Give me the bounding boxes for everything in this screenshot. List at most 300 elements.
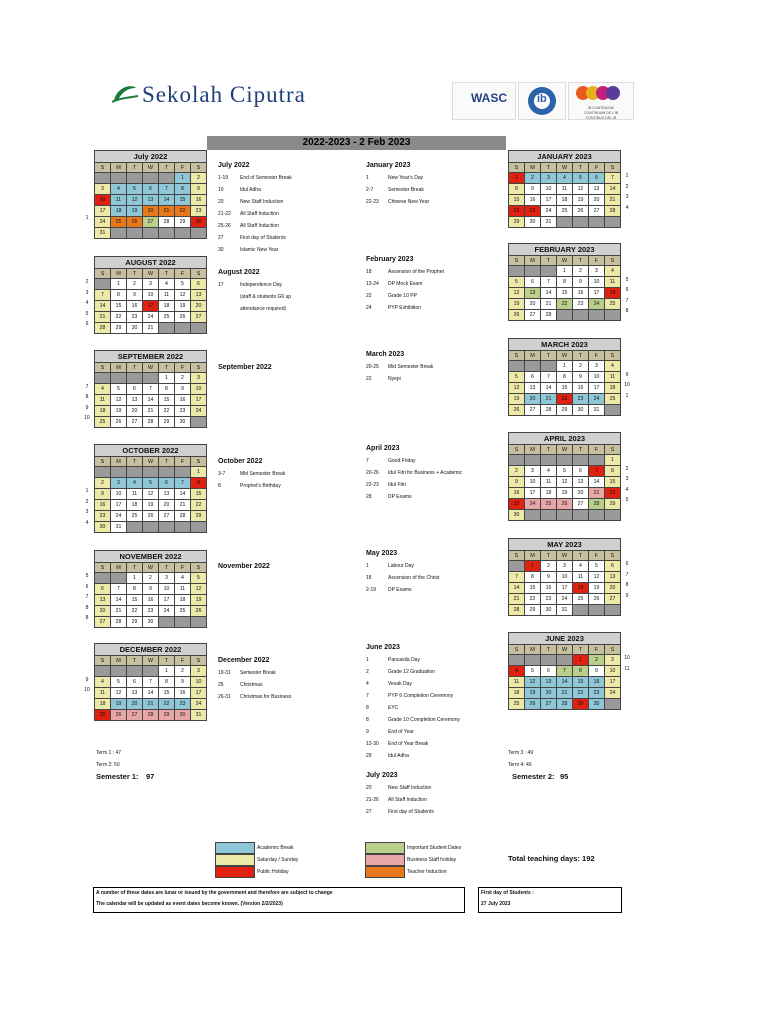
weekday-header: S	[191, 563, 207, 573]
calendar-day-cell: 10	[605, 666, 621, 677]
calendar-day-cell: 25	[605, 299, 621, 310]
first-day-box	[478, 887, 622, 913]
week-number: 8	[85, 394, 89, 401]
calendar-day-cell: 11	[605, 277, 621, 288]
calendar-day-cell: 24	[143, 312, 159, 323]
disclaimer-line-1: A number of these dates are lunar or issued by the government and therefore are subject to change	[96, 890, 333, 896]
calendar-day-cell: 16	[175, 688, 191, 699]
calendar-day-cell: 20	[573, 488, 589, 499]
calendar-title: 2022-2023 - 2 Feb 2023	[207, 136, 506, 150]
calendar-week-row	[509, 477, 621, 488]
calendar-day-cell: 19	[509, 394, 525, 405]
week-number: 10	[624, 655, 630, 661]
continuum-text-3: CONTINUO DEL IB	[585, 116, 617, 120]
calendar-day-cell: 17	[191, 395, 207, 406]
calendar-day-cell: 31	[143, 323, 159, 334]
weekday-header: M	[111, 563, 127, 573]
calendar-day-cell: 16	[175, 395, 191, 406]
calendar-week-row	[509, 217, 621, 228]
calendar-day-cell: 6	[541, 666, 557, 677]
events-july-2023	[366, 770, 434, 818]
event-date: 1	[366, 175, 369, 181]
calendar-day-cell: 20	[525, 299, 541, 310]
calendar-day-cell	[143, 522, 159, 533]
calendar-day-cell: 28	[143, 417, 159, 428]
calendar-day-cell: 28	[143, 710, 159, 721]
calendar-day-cell: 7	[541, 372, 557, 383]
calendar-day-cell: 15	[127, 595, 143, 606]
week-number: 4	[625, 486, 629, 493]
calendar-day-cell: 23	[589, 688, 605, 699]
calendar-day-cell: 27	[525, 405, 541, 416]
event-name: Semester Break	[240, 670, 276, 676]
week-number: 8	[625, 308, 629, 315]
calendar-day-cell: 5	[175, 279, 191, 290]
event-name: Christmas for Business	[240, 694, 292, 700]
event-item	[218, 208, 292, 220]
calendar-day-cell: 17	[605, 677, 621, 688]
weekday-header: S	[191, 363, 207, 373]
calendar-day-cell: 6	[95, 584, 111, 595]
event-item	[218, 303, 291, 315]
event-item	[366, 278, 444, 290]
calendar-day-cell: 15	[525, 583, 541, 594]
calendar-day-cell: 4	[605, 361, 621, 372]
calendar-day-cell: 11	[573, 572, 589, 583]
calendar-day-cell: 28	[541, 405, 557, 416]
calendar-day-cell: 16	[191, 195, 207, 206]
weekday-header: T	[541, 163, 557, 173]
calendar-day-cell: 13	[143, 195, 159, 206]
calendar-day-cell: 22	[127, 606, 143, 617]
calendar-day-cell: 3	[191, 373, 207, 384]
events-october-2022	[218, 456, 285, 492]
legend-label: Saturday / Sunday	[257, 856, 299, 863]
calendar-day-cell	[525, 655, 541, 666]
calendar-july-2022	[94, 150, 207, 239]
calendar-day-cell	[95, 279, 111, 290]
calendar-day-cell	[127, 228, 143, 239]
calendar-day-cell: 8	[557, 277, 573, 288]
calendar-week-row	[95, 677, 207, 688]
calendar-week-row	[95, 522, 207, 533]
event-date: 18	[366, 575, 372, 581]
calendar-day-cell: 19	[573, 195, 589, 206]
calendar-day-cell: 27	[191, 312, 207, 323]
weekday-header: S	[509, 351, 525, 361]
calendar-day-cell: 24	[191, 406, 207, 417]
calendar-january-2023	[508, 150, 621, 228]
calendar-day-cell: 12	[127, 195, 143, 206]
event-name: Idul Adha	[240, 187, 261, 193]
calendar-day-cell	[191, 323, 207, 334]
calendar-day-cell	[589, 310, 605, 321]
calendar-day-cell: 15	[191, 489, 207, 500]
event-name: Pancasila Day	[388, 657, 420, 663]
calendar-day-cell: 14	[557, 677, 573, 688]
calendar-day-cell: 30	[541, 605, 557, 616]
calendar-day-cell: 18	[127, 500, 143, 511]
calendar-day-cell: 30	[127, 323, 143, 334]
weekday-header: T	[159, 163, 175, 173]
event-date: 7	[366, 458, 369, 464]
calendar-day-cell: 8	[175, 184, 191, 195]
event-item	[366, 455, 462, 467]
event-date: 20	[218, 199, 224, 205]
calendar-day-cell: 23	[127, 312, 143, 323]
weekday-header: T	[127, 563, 143, 573]
calendar-day-cell: 26	[509, 405, 525, 416]
calendar-day-cell: 9	[573, 277, 589, 288]
calendar-day-cell	[589, 217, 605, 228]
calendar-day-cell	[509, 266, 525, 277]
calendar-day-cell: 9	[589, 666, 605, 677]
calendar-day-cell: 12	[589, 572, 605, 583]
event-date: 29	[366, 753, 372, 759]
weekday-header: M	[525, 163, 541, 173]
calendar-day-cell: 5	[143, 478, 159, 489]
calendar-day-cell: 18	[573, 583, 589, 594]
calendar-day-cell: 22	[573, 688, 589, 699]
event-name: attendance required)	[240, 306, 287, 312]
calendar-day-cell: 11	[127, 489, 143, 500]
calendar-day-cell: 13	[573, 477, 589, 488]
calendar-day-cell: 27	[525, 310, 541, 321]
calendar-day-cell: 28	[509, 605, 525, 616]
calendar-week-row	[95, 500, 207, 511]
calendar-day-cell: 12	[525, 677, 541, 688]
calendar-day-cell: 11	[95, 395, 111, 406]
calendar-day-cell: 30	[509, 510, 525, 521]
event-name: Prophet's Birthday	[240, 483, 281, 489]
event-item	[366, 361, 433, 373]
calendar-day-cell	[159, 173, 175, 184]
calendar-day-cell	[191, 522, 207, 533]
events-november-2022	[218, 561, 270, 573]
weekday-header: M	[525, 256, 541, 266]
calendar-day-cell: 25	[509, 699, 525, 710]
week-number: 3	[85, 289, 89, 296]
calendar-day-cell: 14	[143, 688, 159, 699]
calendar-day-cell: 13	[541, 677, 557, 688]
week-number: 6	[625, 287, 629, 294]
event-item	[366, 491, 462, 503]
events-month-title: January 2023	[366, 162, 411, 169]
calendar-day-cell: 22	[525, 594, 541, 605]
weekday-header: F	[589, 645, 605, 655]
calendar-month-title: July 2022	[95, 151, 207, 163]
event-date: 21-26	[366, 797, 379, 803]
semester2-label: Semester 2:	[512, 772, 555, 781]
calendar-day-cell: 26	[191, 606, 207, 617]
calendar-day-cell: 25	[557, 206, 573, 217]
calendar-day-cell	[175, 617, 191, 628]
calendar-day-cell: 14	[605, 184, 621, 195]
calendar-day-cell: 29	[127, 617, 143, 628]
calendar-day-cell: 21	[111, 606, 127, 617]
legend-label: Academic Break	[257, 844, 294, 851]
calendar-day-cell: 17	[589, 288, 605, 299]
weekday-header: F	[175, 163, 191, 173]
calendar-day-cell: 7	[541, 277, 557, 288]
calendar-day-cell: 24	[589, 394, 605, 405]
continuum-circles-icon	[569, 83, 633, 101]
calendar-october-2022	[94, 444, 207, 533]
calendar-day-cell: 25	[95, 417, 111, 428]
calendar-day-cell: 13	[525, 288, 541, 299]
event-date: 1-19	[218, 175, 229, 181]
calendar-day-cell: 6	[127, 384, 143, 395]
calendar-day-cell: 31	[111, 522, 127, 533]
event-name: Christmas	[240, 682, 263, 688]
calendar-day-cell: 16	[589, 677, 605, 688]
calendar-day-cell: 1	[159, 373, 175, 384]
weekday-header: T	[541, 256, 557, 266]
calendar-month-title: NOVEMBER 2022	[95, 551, 207, 563]
weekday-header: T	[541, 551, 557, 561]
calendar-day-cell: 28	[557, 699, 573, 710]
event-item	[366, 702, 460, 714]
calendar-december-2022	[94, 643, 207, 721]
school-logo	[112, 82, 306, 108]
event-date: 2-7	[366, 187, 374, 193]
calendar-day-cell: 1	[525, 561, 541, 572]
event-date: 25-26	[218, 223, 231, 229]
calendar-day-cell: 18	[541, 488, 557, 499]
calendar-week-row	[95, 373, 207, 384]
weekday-header: W	[143, 457, 159, 467]
weekday-header: S	[95, 563, 111, 573]
week-number: 4	[625, 204, 629, 211]
week-number: 1	[85, 215, 89, 222]
calendar-week-row	[509, 561, 621, 572]
calendar-day-cell	[589, 510, 605, 521]
events-month-title: July 2022	[218, 162, 250, 169]
calendar-day-cell: 7	[143, 677, 159, 688]
calendar-day-cell: 8	[127, 584, 143, 595]
calendar-week-row	[509, 310, 621, 321]
calendar-day-cell: 23	[143, 606, 159, 617]
event-date: 27	[218, 235, 224, 241]
calendar-day-cell: 15	[557, 383, 573, 394]
first-day-value: 27 July 2023	[481, 901, 511, 907]
calendar-day-cell: 16	[541, 583, 557, 594]
events-month-title: December 2022	[218, 657, 270, 664]
calendar-day-cell: 24	[605, 688, 621, 699]
calendar-day-cell: 31	[541, 217, 557, 228]
calendar-day-cell: 5	[127, 184, 143, 195]
disclaimer-line-2: The calendar will be updated as event dates become known. (Version 2/2/2023)	[96, 901, 283, 907]
calendar-day-cell: 10	[111, 489, 127, 500]
week-number: 9	[85, 404, 89, 411]
calendar-day-cell: 28	[541, 310, 557, 321]
calendar-day-cell: 31	[191, 710, 207, 721]
event-name: (staff & students G6 up	[240, 294, 292, 300]
calendar-day-cell: 28	[605, 206, 621, 217]
event-item	[218, 244, 292, 256]
calendar-day-cell: 5	[589, 561, 605, 572]
calendar-day-cell: 26	[573, 206, 589, 217]
calendar-day-cell: 9	[95, 489, 111, 500]
calendar-week-row	[509, 394, 621, 405]
event-date: 20-25	[366, 364, 379, 370]
calendar-day-cell: 3	[541, 173, 557, 184]
calendar-week-row	[95, 478, 207, 489]
calendar-month-title: JANUARY 2023	[509, 151, 621, 163]
calendar-day-cell: 23	[573, 394, 589, 405]
calendar-day-cell: 8	[525, 572, 541, 583]
event-name: New Year's Day	[388, 175, 424, 181]
event-date: 2-19	[366, 587, 377, 593]
event-name: End of Semester Break	[240, 175, 292, 181]
calendar-day-cell: 6	[589, 173, 605, 184]
events-july-2022	[218, 160, 292, 256]
calendar-day-cell: 6	[573, 466, 589, 477]
week-number: 9	[85, 676, 89, 683]
calendar-day-cell: 25	[127, 511, 143, 522]
calendar-day-cell: 15	[557, 288, 573, 299]
calendar-week-row	[509, 299, 621, 310]
event-date: 1	[366, 657, 369, 663]
calendar-november-2022	[94, 550, 207, 628]
legend-swatch	[215, 854, 255, 866]
weekday-header: W	[143, 363, 159, 373]
event-item	[366, 750, 460, 762]
calendar-week-row	[509, 688, 621, 699]
event-name: Idul Fitri for Business + Academic	[388, 470, 463, 476]
ib-text: ib	[537, 93, 547, 105]
event-item	[218, 279, 291, 291]
calendar-day-cell: 30	[175, 417, 191, 428]
calendar-day-cell	[605, 405, 621, 416]
calendar-day-cell	[143, 373, 159, 384]
event-name: PYP Exhibition	[388, 305, 421, 311]
calendar-day-cell: 6	[127, 677, 143, 688]
event-name: End of Year Break	[388, 741, 429, 747]
calendar-week-row	[95, 279, 207, 290]
calendar-september-2022	[94, 350, 207, 428]
calendar-day-cell: 25	[573, 594, 589, 605]
calendar-day-cell: 10	[589, 277, 605, 288]
calendar-day-cell: 7	[143, 384, 159, 395]
weekday-header: W	[143, 656, 159, 666]
calendar-day-cell: 16	[573, 383, 589, 394]
calendar-day-cell: 1	[605, 455, 621, 466]
calendar-day-cell: 9	[525, 184, 541, 195]
weekday-header: M	[111, 163, 127, 173]
calendar-day-cell: 15	[573, 677, 589, 688]
calendar-day-cell	[159, 467, 175, 478]
calendar-day-cell: 26	[589, 594, 605, 605]
continuum-text-1: IB CONTINUUM	[588, 106, 614, 110]
calendar-day-cell: 15	[175, 195, 191, 206]
calendar-day-cell: 24	[525, 499, 541, 510]
calendar-day-cell: 23	[95, 511, 111, 522]
calendar-day-cell: 29	[557, 405, 573, 416]
calendar-day-cell	[525, 361, 541, 372]
weekday-header: T	[573, 163, 589, 173]
week-number: 2	[85, 498, 89, 505]
event-item	[366, 373, 433, 385]
calendar-day-cell	[143, 173, 159, 184]
calendar-month-title: OCTOBER 2022	[95, 445, 207, 457]
legend-item	[215, 854, 298, 865]
calendar-day-cell: 1	[509, 173, 525, 184]
events-september-2022	[218, 362, 272, 374]
calendar-day-cell: 6	[525, 277, 541, 288]
calendar-day-cell: 17	[95, 206, 111, 217]
calendar-day-cell	[95, 373, 111, 384]
calendar-day-cell	[541, 266, 557, 277]
legend-swatch	[365, 854, 405, 866]
weekday-header: T	[127, 457, 143, 467]
event-item	[366, 560, 439, 572]
calendar-day-cell: 22	[111, 312, 127, 323]
calendar-day-cell: 17	[541, 195, 557, 206]
calendar-week-row	[95, 710, 207, 721]
events-month-title: September 2022	[218, 364, 272, 371]
calendar-week-row	[509, 405, 621, 416]
week-number: 10	[84, 415, 90, 422]
calendar-day-cell: 18	[509, 688, 525, 699]
calendar-day-cell: 14	[541, 383, 557, 394]
calendar-week-row	[95, 489, 207, 500]
calendar-day-cell	[175, 522, 191, 533]
calendar-day-cell: 18	[605, 383, 621, 394]
week-number: 7	[625, 297, 629, 304]
event-name: Mid Semester Break	[388, 364, 434, 370]
calendar-day-cell: 20	[127, 406, 143, 417]
week-number: 7	[85, 594, 89, 601]
calendar-day-cell: 30	[95, 522, 111, 533]
calendar-day-cell	[95, 666, 111, 677]
week-number: 9	[625, 592, 629, 599]
calendar-day-cell: 19	[589, 583, 605, 594]
calendar-day-cell: 28	[159, 217, 175, 228]
weekday-header: W	[143, 163, 159, 173]
event-name: New Staff Induction	[388, 785, 432, 791]
calendar-day-cell: 2	[175, 666, 191, 677]
event-name: DP Exams	[388, 587, 412, 593]
calendar-day-cell	[557, 510, 573, 521]
event-date: 30	[218, 247, 224, 253]
event-date: 2	[366, 669, 369, 675]
calendar-day-cell: 3	[111, 478, 127, 489]
legend-swatch	[215, 866, 255, 878]
semester1-value: 97	[146, 772, 155, 781]
calendar-week-row	[509, 277, 621, 288]
calendar-day-cell: 25	[95, 710, 111, 721]
calendar-day-cell: 13	[525, 383, 541, 394]
week-number: 2	[625, 183, 629, 190]
weekday-header: M	[525, 551, 541, 561]
calendar-day-cell: 26	[143, 511, 159, 522]
week-number: 7	[85, 383, 89, 390]
event-name: Semester Break	[388, 187, 424, 193]
semester2-value: 95	[560, 772, 569, 781]
weekday-header: F	[175, 363, 191, 373]
calendar-week-row	[509, 206, 621, 217]
weekday-header: S	[191, 163, 207, 173]
calendar-day-cell: 5	[509, 277, 525, 288]
calendar-day-cell	[525, 510, 541, 521]
weekday-header: M	[111, 363, 127, 373]
calendar-day-cell: 25	[159, 312, 175, 323]
calendar-day-cell: 20	[589, 195, 605, 206]
calendar-week-row	[509, 455, 621, 466]
weekday-header: S	[605, 256, 621, 266]
calendar-day-cell: 12	[111, 395, 127, 406]
